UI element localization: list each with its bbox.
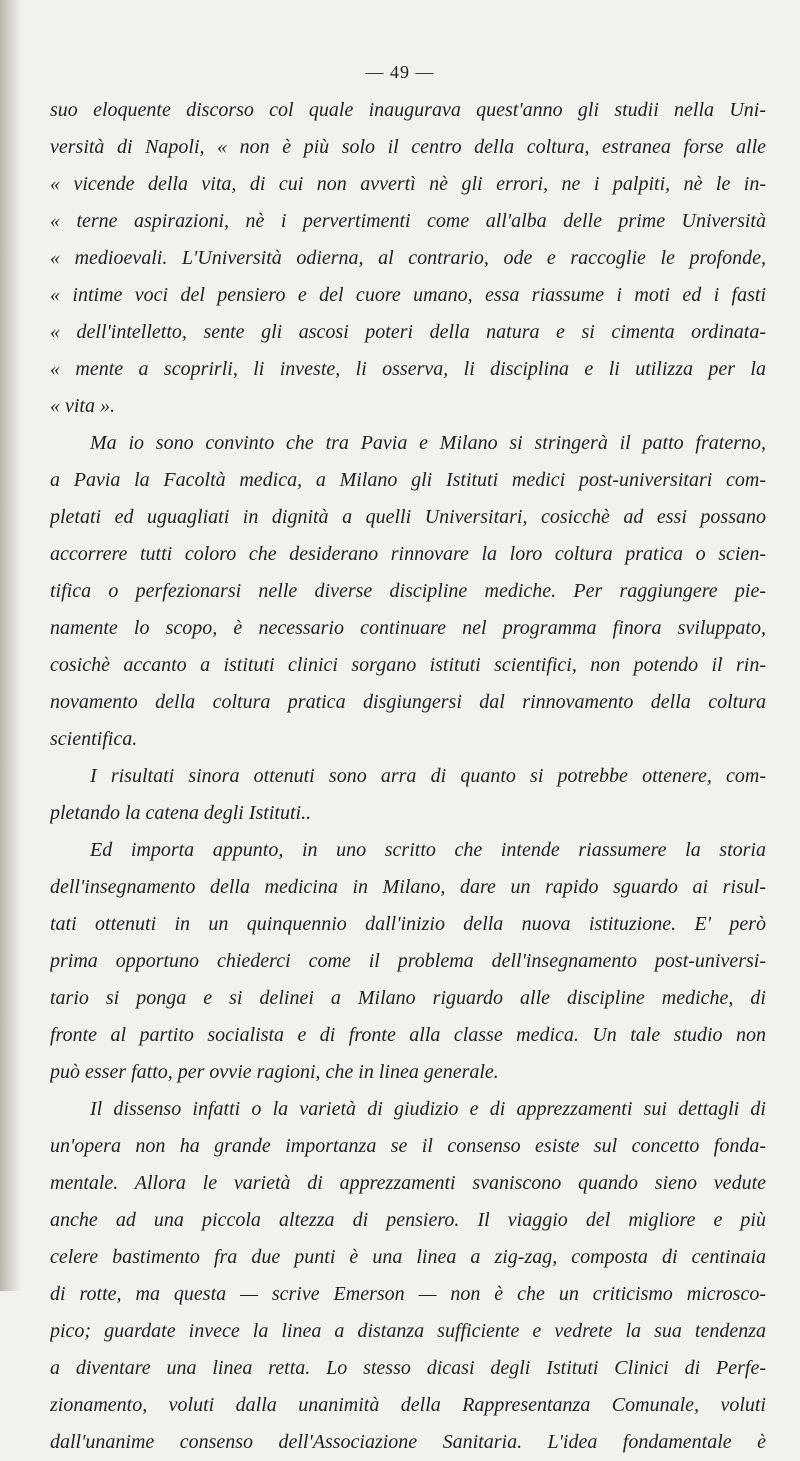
text-line: versità di Napoli, « non è più solo il centro della coltura, estranea forse alle bbox=[50, 136, 766, 158]
text-line: « terne aspirazioni, nè i pervertimenti come all'alba delle prime Università bbox=[50, 210, 766, 232]
text-line: « dell'intelletto, sente gli ascosi poteri della natura e si cimenta ordinata- bbox=[50, 321, 766, 343]
page-binding-shadow bbox=[0, 0, 22, 1291]
text-line: « medioevali. L'Università odierna, al contrario, ode e raccoglie le profonde, bbox=[50, 247, 766, 269]
text-line: tati ottenuti in un quinquennio dall'inizio della nuova istituzione. E' però bbox=[50, 913, 766, 935]
text-line: a Pavia la Facoltà medica, a Milano gli Istituti medici post-universitari com- bbox=[50, 469, 766, 491]
text-line: cosichè accanto a istituti clinici sorgano istituti scientifici, non potendo il rin- bbox=[50, 654, 766, 676]
text-line: I risultati sinora ottenuti sono arra di quanto si potrebbe ottenere, com- bbox=[90, 765, 766, 787]
text-line: di rotte, ma questa — scrive Emerson — non è che un criticismo microsco- bbox=[50, 1283, 766, 1305]
text-line: prima opportuno chiederci come il problema dell'insegnamento post-universi- bbox=[50, 950, 766, 972]
page-number: — 49 — bbox=[365, 62, 435, 82]
text-line: novamento della coltura pratica disgiungersi dal rinnovamento della coltura bbox=[50, 691, 766, 713]
text-line: tifica o perfezionarsi nelle diverse discipline mediche. Per raggiungere pie- bbox=[50, 580, 766, 602]
text-line: zionamento, voluti dalla unanimità della Rappresentanza Comunale, voluti bbox=[50, 1394, 766, 1416]
text-line: può esser fatto, per ovvie ragioni, che in linea generale. bbox=[50, 1061, 499, 1083]
text-line: a diventare una linea retta. Lo stesso dicasi degli Istituti Clinici di Perfe- bbox=[50, 1357, 766, 1379]
text-line: accorrere tutti coloro che desiderano rinnovare la loro coltura pratica o scien- bbox=[50, 543, 766, 565]
text-line: dell'insegnamento della medicina in Milano, dare un rapido sguardo ai risul- bbox=[50, 876, 766, 898]
text-line: scientifica. bbox=[50, 728, 138, 750]
text-line: « vita ». bbox=[50, 395, 115, 417]
text-line: Ma io sono convinto che tra Pavia e Milano si stringerà il patto fraterno, bbox=[90, 432, 766, 454]
text-line: « vicende della vita, di cui non avvertì nè gli errori, ne i palpiti, nè le in- bbox=[50, 173, 766, 195]
text-line: pletando la catena degli Istituti.. bbox=[50, 802, 312, 824]
text-line: tario si ponga e si delinei a Milano riguardo alle discipline mediche, di bbox=[50, 987, 766, 1009]
text-line: namente lo scopo, è necessario continuare nel programma finora sviluppato, bbox=[50, 617, 766, 639]
text-line: dall'unanime consenso dell'Associazione Sanitaria. L'idea fondamentale è bbox=[50, 1431, 766, 1453]
text-line: « mente a scoprirli, li investe, li osserva, li disciplina e li utilizza per la bbox=[50, 358, 766, 380]
text-line: mentale. Allora le varietà di apprezzamenti svaniscono quando sieno vedute bbox=[50, 1172, 766, 1194]
text-line: un'opera non ha grande importanza se il consenso esiste sul concetto fonda- bbox=[50, 1135, 766, 1157]
text-line: pico; guardate invece la linea a distanza sufficiente e vedrete la sua tendenza bbox=[50, 1320, 766, 1342]
text-line: fronte al partito socialista e di fronte alla classe medica. Un tale studio non bbox=[50, 1024, 766, 1046]
body-text bbox=[50, 92, 766, 1461]
text-line: Il dissenso infatti o la varietà di giudizio e di apprezzamenti sui dettagli di bbox=[90, 1098, 766, 1120]
text-line: « intime voci del pensiero e del cuore umano, essa riassume i moti ed i fasti bbox=[50, 284, 766, 306]
text-line: pletati ed uguagliati in dignità a quelli Universitari, cosicchè ad essi possano bbox=[50, 506, 766, 528]
text-line: suo eloquente discorso col quale inaugurava quest'anno gli studii nella Uni- bbox=[50, 99, 766, 121]
text-line: celere bastimento fra due punti è una linea a zig-zag, composta di centinaia bbox=[50, 1246, 766, 1268]
text-line: anche ad una piccola altezza di pensiero. Il viaggio del migliore e più bbox=[50, 1209, 766, 1231]
text-line: Ed importa appunto, in uno scritto che intende riassumere la storia bbox=[90, 839, 766, 861]
